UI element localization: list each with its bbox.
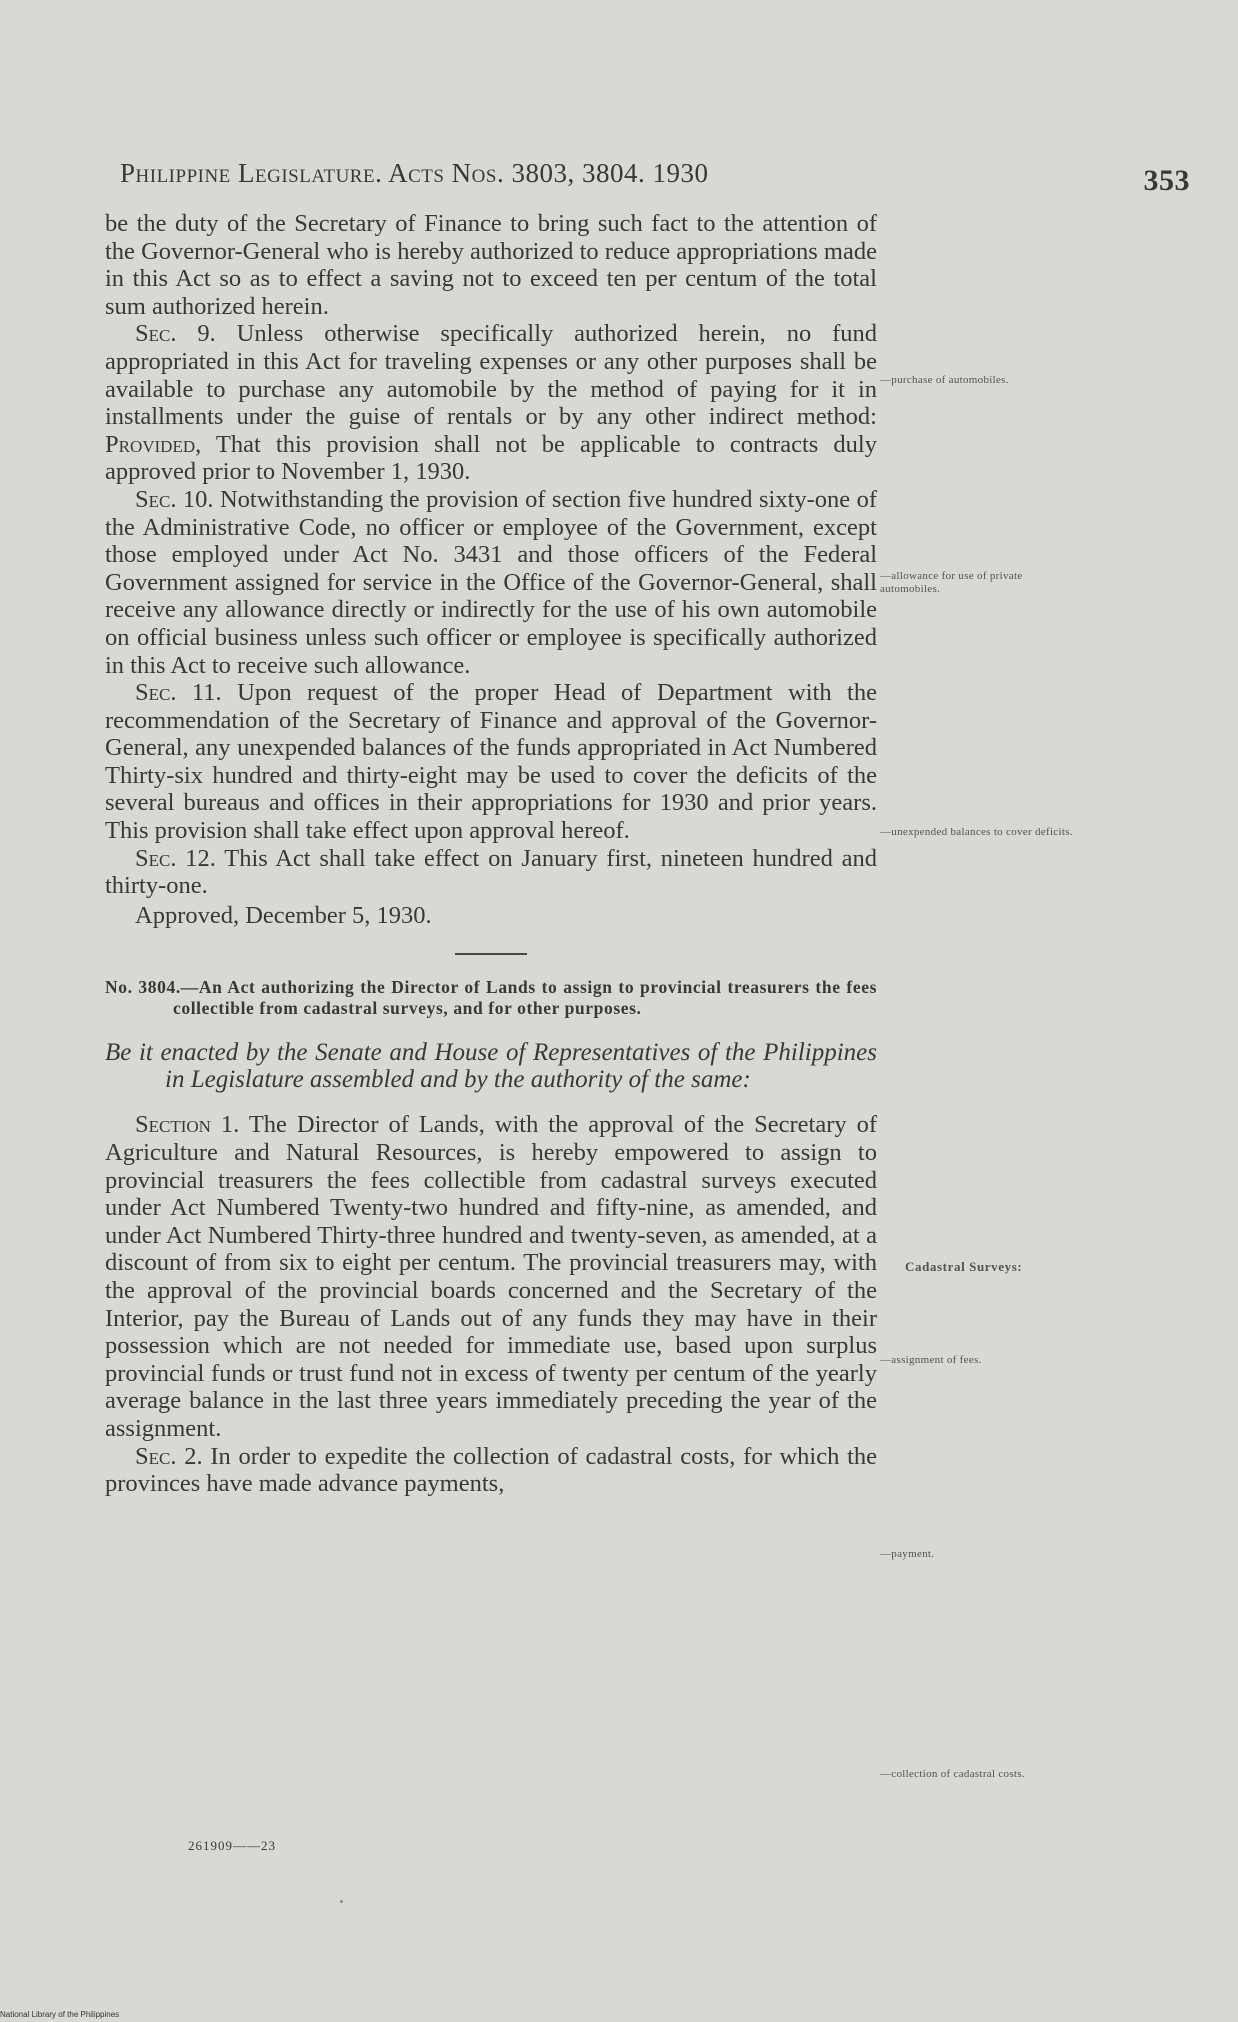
enacting-clause: Be it enacted by the Senate and House of Representatives of the Philippines in Legislature assembled and by the authority of the same:	[105, 1039, 877, 1094]
section-text: Upon request of the proper Head of Department with the recommendation of the Secretary of Finance and approval of the Governor-General, any unexpended balances of the funds appropriated in Act Numbered Thirty-six hundred and thirty-eight may be used to cover the deficits of the several bureaus and offices in their appropriations for 1930 and prior years. This provision shall take effect upon approval hereof.	[105, 679, 877, 845]
margin-note-collection: —collection of cadastral costs.	[880, 1768, 1025, 1780]
running-title: Philippine Legislature. Acts Nos. 3803, 3804. 1930	[120, 158, 709, 188]
section-text: This Act shall take effect on January first, nineteen hundred and thirty-one.	[105, 844, 878, 900]
library-credit: National Library of the Philippines	[0, 2010, 120, 2019]
section-label: Sec. 10.	[135, 485, 214, 513]
margin-note-unexpended: —unexpended balances to cover deficits.	[880, 826, 1073, 838]
section-9	[105, 320, 877, 486]
section-1	[105, 1111, 877, 1442]
act-heading: No. 3804.—An Act authorizing the Director of Lands to assign to provincial treasurers the fees collectible from cadastral surveys, and for other purposes.	[105, 977, 877, 1019]
section-text: That this provision shall not be applicable to contracts duly approved prior to November 1, 1930.	[105, 430, 877, 486]
section-label: Sec. 9.	[135, 320, 216, 348]
divider-rule	[455, 953, 527, 955]
section-label: Sec. 11.	[135, 679, 222, 707]
section-10	[105, 486, 877, 679]
proviso-label: Provided,	[105, 430, 202, 458]
section-12	[105, 845, 877, 900]
approval-date: Approved, December 5, 1930.	[135, 901, 432, 929]
section-2	[105, 1443, 877, 1498]
paragraph-continuation: be the duty of the Secretary of Finance to bring such fact to the attention of the Governor-General who is hereby authorized to reduce appropriations made in this Act so as to effect a saving not to exceed ten per centum of the total sum authorized herein.	[105, 210, 877, 320]
margin-note-cadastral: Cadastral Surveys:	[905, 1259, 1023, 1274]
section-text: Unless otherwise specifically authorized herein, no fund appropriated in this Act for traveling expenses or any other purposes shall be available to purchase any automobile by the method of paying for it in installments under the guise of rentals or by any other indirect method:	[105, 320, 877, 431]
print-code: 261909——23	[188, 1838, 276, 1853]
margin-note-payment: —payment.	[880, 1548, 935, 1560]
section-text: In order to expedite the collection of cadastral costs, for which the provinces have made advance payments,	[105, 1442, 878, 1498]
section-11	[105, 679, 877, 845]
section-text: Notwithstanding the provision of section five hundred sixty-one of the Administrative Code, no officer or employee of the Government, except those employed under Act No. 3431 and those officers of the Federal Government assigned for service in the Office of the Governor-General, shall receive any allowance directly or indirectly for the use of his own automobile on official business unless such officer or employee is specifically authorized in this Act to receive such allowance.	[105, 485, 877, 679]
section-text: The Director of Lands, with the approval of the Secretary of Agriculture and Natural Resources, is hereby empowered to assign to provincial treasurers the fees collectible from cadastral surveys executed under Act Numbered Twenty-two hundred and fifty-nine, as amended, and under Act Numbered Thirty-three hundred and twenty-seven, as amended, at a discount of from six to eight per centum. The provincial treasurers may, with the approval of the provincial boards concerned and the Secretary of the Interior, pay the Bureau of Lands out of any funds they may have in their possession which are not needed for immediate use, based upon surplus provincial funds or trust fund not in excess of twenty per centum of the yearly average balance in the last three years immediately preceding the year of the assignment.	[105, 1111, 878, 1442]
section-label: Section 1.	[135, 1111, 240, 1139]
main-text-column	[105, 210, 877, 1498]
page-number: 353	[1143, 164, 1190, 197]
section-label: Sec. 12.	[135, 844, 216, 872]
margin-note-purchase: —purchase of automobiles.	[880, 374, 1009, 386]
section-label: Sec. 2.	[135, 1442, 203, 1470]
margin-note-allowance: —allowance for use of private automobiles.	[880, 570, 1023, 595]
margin-note-assignment: —assignment of fees.	[880, 1354, 982, 1366]
speck	[340, 1900, 343, 1903]
